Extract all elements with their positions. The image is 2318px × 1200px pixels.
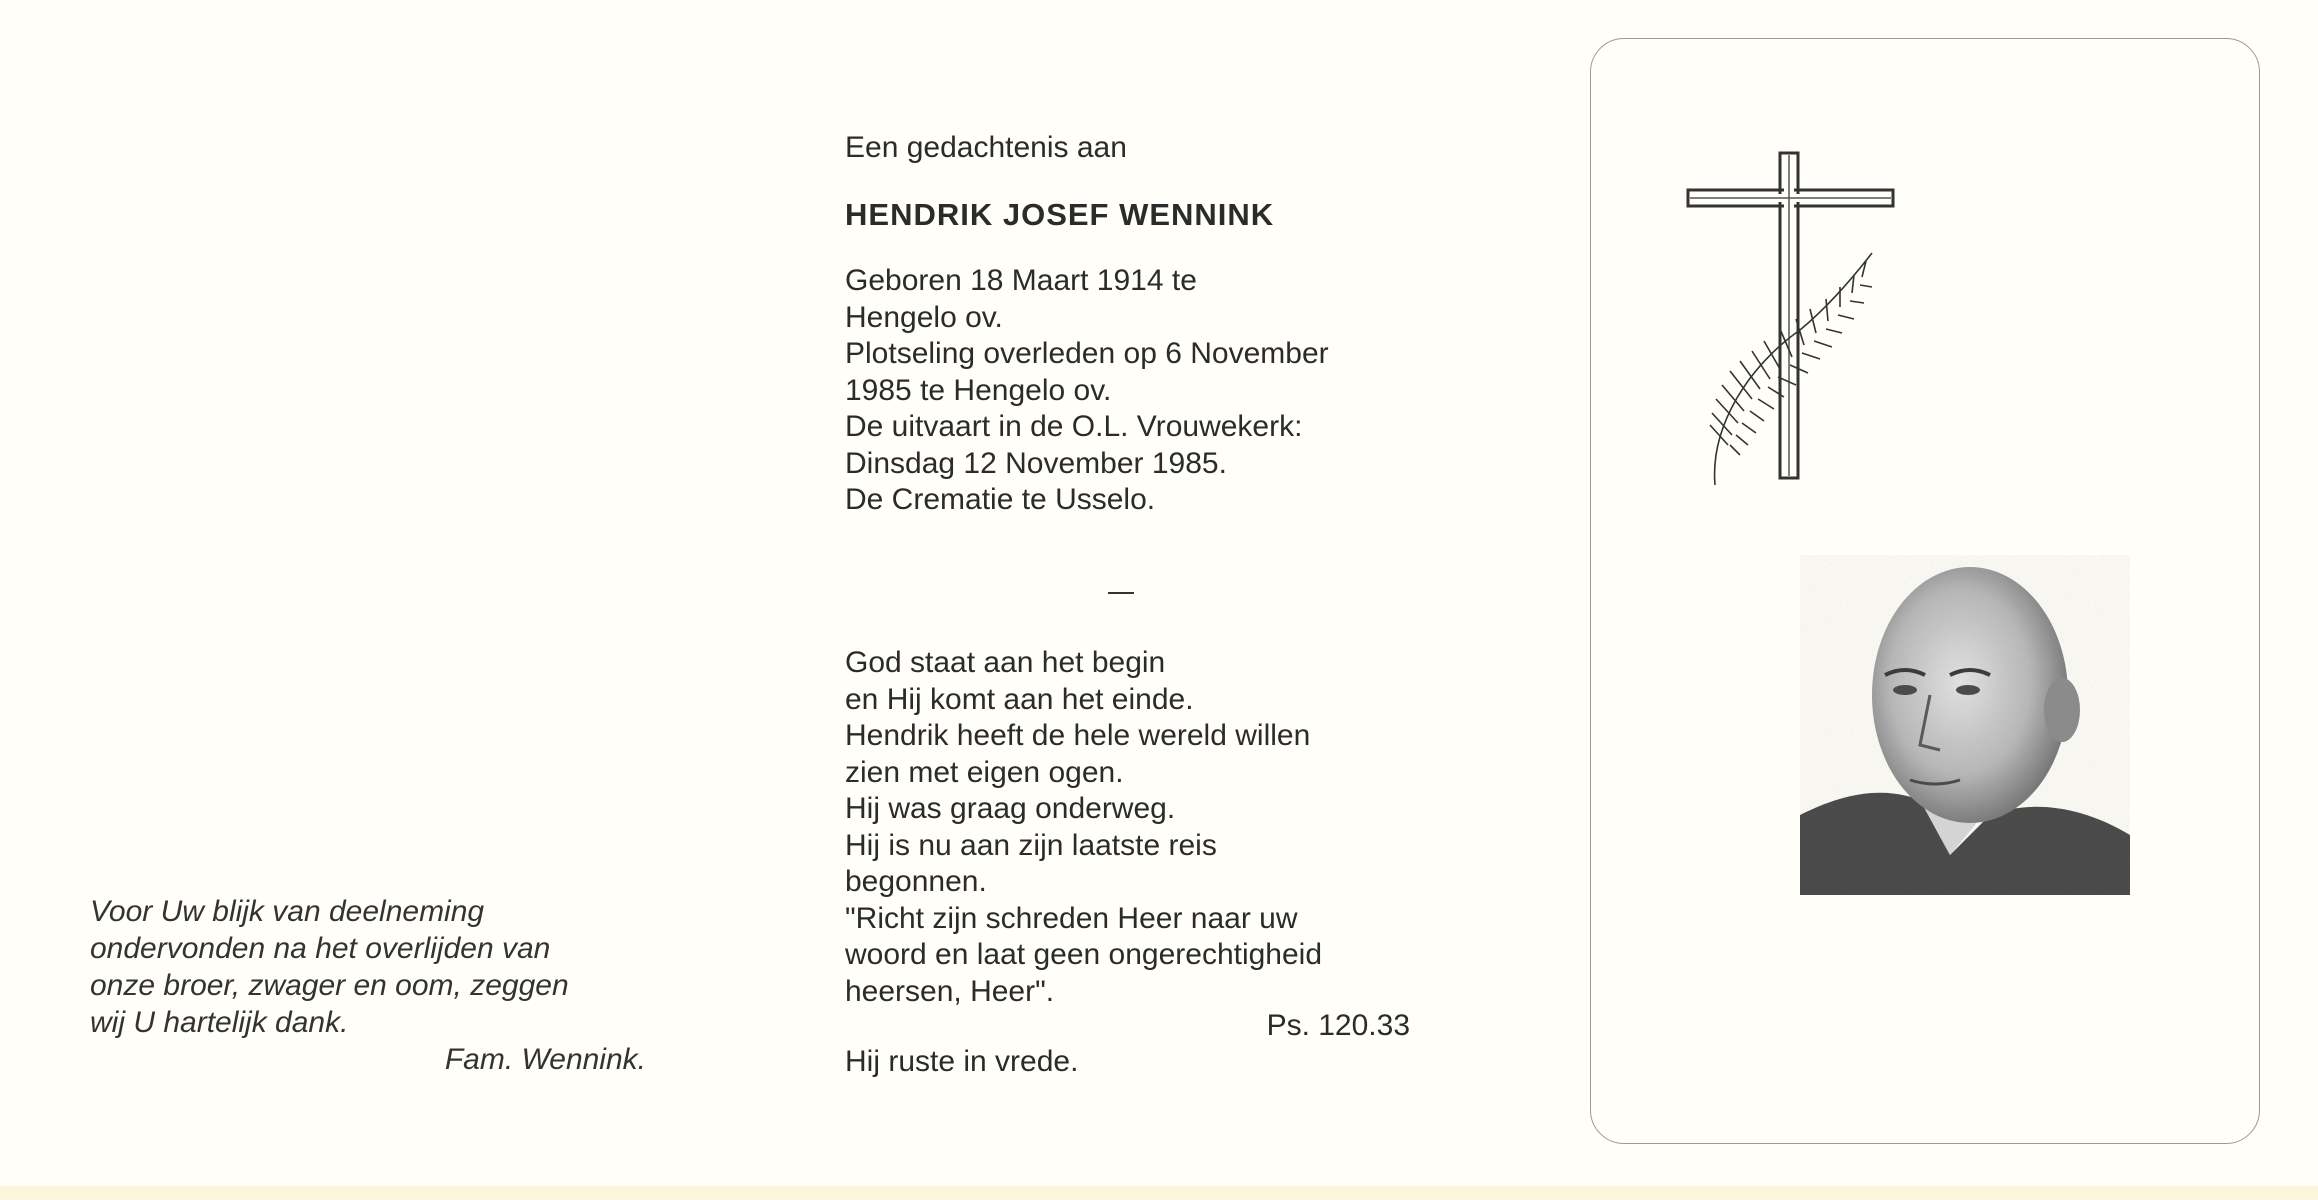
poem-line: Hij is nu aan zijn laatste reis — [845, 828, 1217, 862]
thank-you-line: Voor Uw blijk van deelneming — [90, 895, 485, 928]
closing-blessing: Hij ruste in vrede. — [845, 1045, 1079, 1078]
paper-bottom-edge — [0, 1186, 2318, 1200]
deceased-name: HENDRIK JOSEF WENNINK — [845, 196, 1275, 232]
poem-line: "Richt zijn schreden Heer naar uw — [845, 901, 1298, 935]
detail-line: Plotseling overleden op 6 November — [845, 337, 1329, 370]
poem-line: heersen, Heer". — [845, 974, 1055, 1008]
section-divider — [1108, 592, 1134, 594]
poem-line: zien met eigen ogen. — [845, 755, 1124, 789]
detail-line: Geboren 18 Maart 1914 te — [845, 264, 1197, 297]
poem-line: en Hij komt aan het einde. — [845, 682, 1194, 716]
detail-line: De Crematie te Usselo. — [845, 483, 1156, 516]
detail-line: Hengelo ov. — [845, 300, 1003, 334]
thank-you-line: onze broer, zwager en oom, zeggen — [90, 969, 569, 1002]
poem-line: woord en laat geen ongerechtigheid — [845, 938, 1323, 971]
cross-with-palm-icon — [1680, 145, 1910, 490]
detail-line: 1985 te Hengelo ov. — [845, 373, 1112, 407]
detail-line: Dinsdag 12 November 1985. — [845, 446, 1227, 480]
detail-line: De uitvaart in de O.L. Vrouwekerk: — [845, 410, 1303, 443]
poem-line: God staat aan het begin — [845, 646, 1166, 679]
psalm-reference: Ps. 120.33 — [1266, 1009, 1410, 1042]
memorial-details — [845, 130, 1405, 519]
thank-you-note — [90, 893, 690, 1078]
poem-line: Hij was graag onderweg. — [845, 792, 1176, 825]
memorial-poem — [845, 645, 1405, 1010]
poem-line: Hendrik heeft de hele wereld willen — [845, 719, 1311, 752]
intro-text: Een gedachtenis aan — [845, 131, 1127, 164]
thank-you-line: wij U hartelijk dank. — [90, 1006, 349, 1039]
family-signature: Fam. Wennink. — [444, 1043, 646, 1076]
thank-you-line: ondervonden na het overlijden van — [90, 932, 551, 965]
poem-line: begonnen. — [845, 865, 987, 898]
portrait-photo — [1800, 555, 2130, 895]
